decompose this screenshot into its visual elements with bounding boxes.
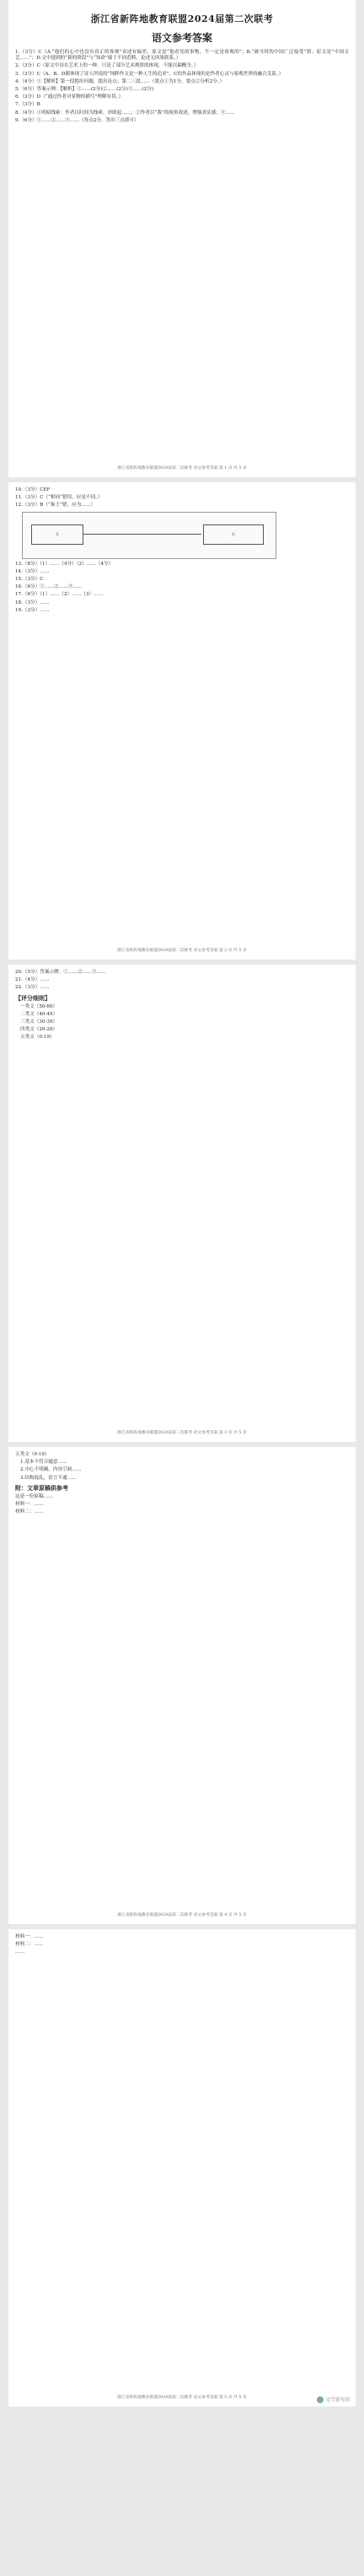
page-footer: 浙江省新阵地教育联盟2024届第二次联考 语文参考答案 第 4 页 共 5 页 — [117, 1913, 247, 1917]
page-footer: 浙江省新阵地教育联盟2024届第二次联考 语文参考答案 第 3 页 共 5 页 — [117, 1431, 247, 1435]
answer-list — [15, 1452, 349, 1482]
answer-line: 材料一：…… — [15, 1934, 44, 1939]
wechat-icon — [317, 2396, 324, 2403]
answer-line: 3.结构混乱，语言不通…… — [20, 1475, 77, 1481]
essay-line: 材料一：…… — [15, 1502, 44, 1508]
answer-line: 20.（5分）答案示例：①……②……③…… — [15, 970, 106, 975]
answer-line: 2.（3分）C（原文中诗在艺术上的一种，只是了部分艺术规律的体现，不能以偏概全。） — [15, 63, 199, 69]
answer-line: 9.（6分）①……②……③……（每点2分，答出三点即可） — [15, 117, 139, 123]
watermark-text: 文学新写作 — [324, 2397, 351, 2403]
essay-text — [15, 1494, 349, 1516]
answer-list — [15, 1934, 349, 1956]
answer-line: 16.（6分）①……②……③…… — [15, 584, 83, 590]
essay-heading: 附：文章原稿供参考 — [15, 1483, 68, 1492]
page-3 — [8, 965, 356, 1442]
essay-line: 这是一份原稿…… — [15, 1493, 53, 1499]
diagram-connector — [83, 534, 201, 535]
answer-line: 11.（3分）C（“相同”错误，应是不同。） — [15, 495, 103, 501]
answer-line: 1.基本不符合题意…… — [20, 1460, 67, 1465]
diagram-image — [22, 512, 276, 559]
answer-line: 3.（3分）C（A、B、D都体现了诗人所说的“纯粹作文是一种人生的追求”。C的作品体现的是作者心灵与客观世界的融合关系。） — [15, 71, 284, 77]
page-footer: 浙江省新阵地教育联盟2024届第二次联考 语文参考答案 第 5 页 共 5 页 — [117, 2396, 247, 2400]
answer-line: …… — [15, 1949, 25, 1955]
rubric-heading: 【评分细则】 — [15, 993, 51, 1002]
answer-line: 14.（3分）…… — [15, 568, 50, 574]
answer-line: 5.（6分）答案示例：【解析】①……(2分)②……(2分)③……(2分) — [15, 87, 154, 93]
answer-line: 10.（3分）CEF — [15, 487, 51, 492]
answer-line: 2.中心不明确，内容空洞…… — [20, 1467, 82, 1473]
page-4 — [8, 1447, 356, 1924]
page-1 — [8, 0, 356, 477]
answer-line: 4.（4分）①【解析】第一段提出问题，提出论点；第二三段……（要点①为1分，要点②分析2分。） — [15, 78, 225, 84]
rubric-item: 二类文（40-49） — [20, 1011, 58, 1017]
diagram-box-right: 右 — [203, 524, 264, 545]
answer-line: 13.（8分）（1）……（4分）（2）……（4分） — [15, 561, 114, 567]
answer-list — [15, 562, 349, 614]
rubric-item: 三类文（30-39） — [20, 1019, 58, 1025]
answer-line: 19.（3分）…… — [15, 607, 50, 613]
answer-line: 22.（3分）…… — [15, 985, 50, 991]
rubric-item: 一类文（50-60） — [20, 1003, 58, 1009]
answer-list — [15, 970, 349, 992]
page-footer: 浙江省新阵地教育联盟2024届第二次联考 语文参考答案 第 2 页 共 5 页 — [117, 949, 247, 953]
answer-line: 材料二：…… — [15, 1942, 44, 1948]
answer-line: 12.（3分）B（“秦王”错，应为……） — [15, 503, 96, 508]
answer-list — [15, 487, 349, 509]
watermark — [317, 2396, 351, 2403]
rubric-item: 五类文（0-19） — [20, 1035, 55, 1041]
answer-line: 五类文（0-19） — [15, 1452, 50, 1457]
rubric-item: 四类文（20-29） — [20, 1027, 58, 1033]
answer-line: 6.（3分）D（“通过作者对景物的描写”理解有误。） — [15, 94, 124, 100]
answer-line: 1.（3分）C（A.“他们的心中也没有真正的客观”表述有偏差，原文是“他看见的事物，不一定是客观的”；B.“被当时的中国广泛接受”错；原文是“中国文艺……”；D.文中提到的“新的阶段”与“知命”属于不同范畴，论述无因果联系。） — [15, 50, 349, 62]
answer-list — [15, 50, 349, 124]
answer-line: 7.（3分）B — [15, 102, 40, 108]
page-5 — [8, 1929, 356, 2407]
page-footer: 浙江省新阵地教育联盟2024届第二次联考 语文参考答案 第 1 页 共 5 页 — [117, 466, 247, 471]
answer-line: 8.（4分）①明暗线索：作者以时间为线索，串联起……；②作者以“我”的视角叙述，增强真实感；③…… — [15, 110, 235, 116]
essay-line: 材料二：…… — [15, 1509, 44, 1515]
page-2 — [8, 482, 356, 960]
exam-title: 浙江省新阵地教育联盟2024届第二次联考 — [90, 13, 274, 24]
rubric-list — [15, 1004, 349, 1041]
answer-line: 21.（4分）…… — [15, 977, 50, 983]
answer-title: 语文参考答案 — [151, 32, 212, 44]
diagram-box-left: 左 — [31, 524, 83, 545]
answer-line: 15.（3分）C — [15, 577, 44, 583]
answer-line: 17.（6分）（1）……（2）……（3）…… — [15, 592, 104, 598]
answer-line: 18.（3分）…… — [15, 600, 50, 605]
